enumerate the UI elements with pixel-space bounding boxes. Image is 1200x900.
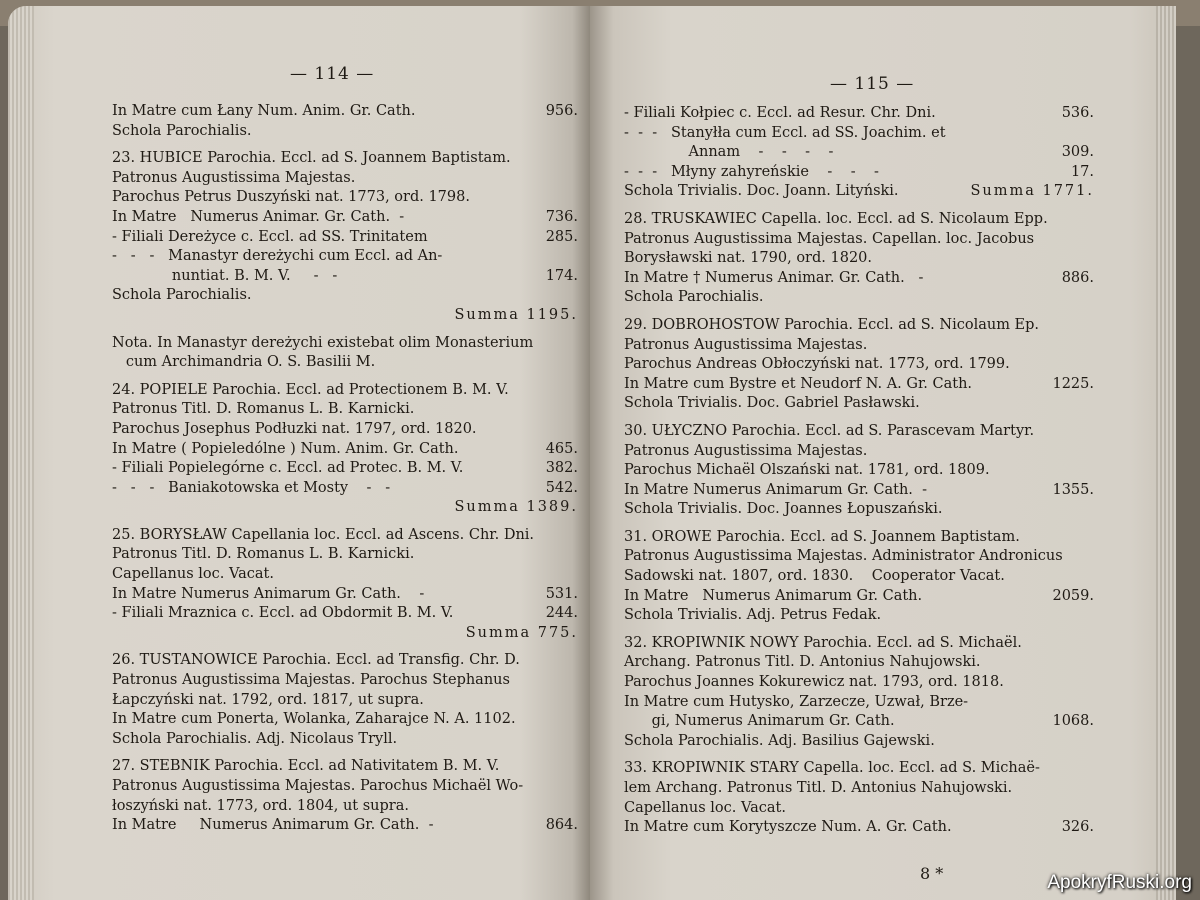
text-line [112, 498, 578, 518]
text-line [624, 104, 1094, 124]
line-text: In Matre Numerus Animarum Gr. Cath. - [112, 585, 425, 602]
line-text: In Matre Numerus Animarum Gr. Cath. - [624, 481, 928, 498]
text-line [624, 269, 1094, 289]
text-line [624, 124, 1094, 144]
text-line [624, 779, 1094, 799]
text-line [112, 691, 578, 711]
text-line [112, 169, 578, 189]
line-text: Nota. In Manastyr dereżychi existebat olim Monasterium [112, 334, 534, 351]
paragraph-gap [624, 414, 1094, 422]
line-number: 174. [545, 267, 578, 284]
text-line [112, 545, 578, 565]
text-line [112, 459, 578, 479]
text-line [624, 249, 1094, 269]
text-line [112, 671, 578, 691]
text-line [112, 306, 578, 326]
paragraph-gap [112, 373, 578, 381]
line-text: cum Archimandria O. S. Basilii M. [112, 354, 376, 371]
text-line [624, 732, 1094, 752]
text-line [112, 604, 578, 624]
paragraph-gap [112, 749, 578, 757]
line-text: Łapczyński nat. 1792, ord. 1817, ut supra. [112, 691, 424, 708]
line-number: 1355. [1052, 481, 1094, 498]
line-text: 24. POPIELE Parochia. Eccl. ad Protectionem B. M. V. [112, 381, 509, 398]
text-line [624, 394, 1094, 414]
paragraph-gap [624, 520, 1094, 528]
line-text: Patronus Augustissima Majestas. [624, 442, 868, 459]
line-text: Parochus Michaël Olszański nat. 1781, ord. 1809. [624, 462, 990, 479]
line-text: gi, Numerus Animarum Gr. Cath. [624, 713, 895, 730]
text-line [624, 230, 1094, 250]
line-number: 17. [1070, 163, 1094, 180]
line-text: - Filiali Popielegórne c. Eccl. ad Protec. B. M. V. [112, 460, 464, 477]
paragraph-gap [624, 308, 1094, 316]
text-line [112, 624, 578, 644]
text-line [112, 353, 578, 373]
left-page-stack [8, 6, 34, 900]
line-number: 244. [545, 605, 578, 622]
text-line [112, 651, 578, 671]
line-text: Schola Parochialis. [624, 289, 764, 306]
text-line [624, 712, 1094, 732]
text-line [112, 816, 578, 836]
watermark: ApokryfRuski.org [1047, 872, 1192, 893]
text-line [112, 267, 578, 287]
left-page-header: — 114 — [290, 64, 375, 84]
line-number: 736. [545, 208, 578, 225]
text-line [624, 288, 1094, 308]
text-line [112, 710, 578, 730]
line-text: Borysławski nat. 1790, ord. 1820. [624, 250, 873, 267]
line-text: Schola Trivialis. Adj. Petrus Fedak. [624, 607, 882, 624]
line-text: Parochus Josephus Podłuzki nat. 1797, ord. 1820. [112, 420, 477, 437]
line-text: - - - Baniakotowska et Mosty - - [112, 479, 391, 496]
line-text: Parochus Joannes Kokurewicz nat. 1793, ord. 1818. [624, 674, 1004, 691]
line-text: In Matre cum Hutysko, Zarzecze, Uzwał, Brze- [624, 693, 969, 710]
line-text: 28. TRUSKAWIEC Capella. loc. Eccl. ad S. Nicolaum Epp. [624, 210, 1048, 227]
text-line [112, 420, 578, 440]
text-line [624, 818, 1094, 838]
open-book [8, 6, 1192, 900]
line-text: Patronus Augustissima Majestas. [112, 169, 356, 186]
text-line [624, 316, 1094, 336]
text-line [624, 799, 1094, 819]
line-text: Sadowski nat. 1807, ord. 1830. Cooperator Vacat. [624, 568, 1005, 585]
text-line [624, 587, 1094, 607]
line-text: In Matre Numerus Animar. Gr. Cath. - [112, 208, 405, 225]
text-line [624, 355, 1094, 375]
text-line [624, 461, 1094, 481]
line-text: In Matre Numerus Animarum Gr. Cath. [624, 587, 923, 604]
text-line [624, 442, 1094, 462]
text-line [624, 182, 1094, 202]
line-text: Archang. Patronus Titl. D. Antonius Nahujowski. [624, 654, 981, 671]
right-page-stack [1156, 6, 1176, 900]
line-text: - - - Młyny zahyreńskie - - - [624, 163, 879, 180]
line-text: 23. HUBICE Parochia. Eccl. ad S. Joannem Baptistam. [112, 150, 511, 167]
line-text: Capellanus loc. Vacat. [112, 566, 274, 583]
line-text: Schola Parochialis. Adj. Nicolaus Tryll. [112, 730, 398, 747]
text-line [112, 585, 578, 605]
line-number: 1225. [1052, 375, 1094, 392]
text-line [112, 208, 578, 228]
line-text: Parochus Andreas Obłoczyński nat. 1773, ord. 1799. [624, 356, 1010, 373]
line-number: 309. [1061, 144, 1094, 161]
text-line [112, 797, 578, 817]
line-text: In Matre cum Korytyszcze Num. A. Gr. Cath. [624, 819, 952, 836]
line-number: Summa 1771. [970, 183, 1094, 200]
paragraph-gap [112, 141, 578, 149]
signature-mark: 8 * [920, 864, 944, 883]
text-line [112, 247, 578, 267]
line-text: Schola Trivialis. Doc. Gabriel Pasławski. [624, 395, 920, 412]
line-number: 2059. [1052, 587, 1094, 604]
line-text: 29. DOBROHOSTOW Parochia. Eccl. ad S. Nicolaum Ep. [624, 316, 1040, 333]
text-line [112, 381, 578, 401]
line-text: - Filiali Mraznica c. Eccl. ad Obdormit B. M. V. [112, 605, 454, 622]
line-text: In Matre cum Ponerta, Wolanka, Zaharajce N. A. 1102. [112, 711, 516, 728]
line-text: In Matre cum Łany Num. Anim. Gr. Cath. [112, 103, 416, 119]
line-text: Patronus Augustissima Majestas. [624, 336, 868, 353]
line-text: Patronus Augustissima Majestas. Administrator Andronicus [624, 548, 1063, 565]
text-line [624, 759, 1094, 779]
line-text: 25. BORYSŁAW Capellania loc. Eccl. ad Ascens. Chr. Dni. [112, 526, 535, 543]
text-line [624, 653, 1094, 673]
line-text: Schola Parochialis. [112, 122, 252, 139]
line-text: Patronus Titl. D. Romanus L. B. Karnicki. [112, 401, 415, 418]
line-number: 531. [545, 585, 578, 602]
paragraph-gap [112, 326, 578, 334]
text-line [112, 777, 578, 797]
text-line [624, 375, 1094, 395]
text-line [624, 500, 1094, 520]
line-number: 465. [545, 440, 578, 457]
text-line [624, 210, 1094, 230]
right-page-header: — 115 — [830, 74, 915, 94]
text-line [112, 188, 578, 208]
paragraph-gap [624, 202, 1094, 210]
line-text: - Filiali Kołpiec c. Eccl. ad Resur. Chr. Dni. [624, 105, 936, 121]
text-line [624, 673, 1094, 693]
text-line [624, 547, 1094, 567]
text-line [112, 479, 578, 499]
line-number: 536. [1061, 105, 1094, 121]
line-text: Schola Parochialis. [112, 287, 252, 304]
line-text: 30. UŁYCZNO Parochia. Eccl. ad S. Parascevam Martyr. [624, 422, 1035, 439]
line-number: Summa 1389. [454, 499, 578, 516]
line-number: 382. [545, 460, 578, 477]
line-text: In Matre ( Popieledólne ) Num. Anim. Gr. Cath. [112, 440, 459, 457]
line-text: Schola Parochialis. Adj. Basilius Gajewski. [624, 732, 935, 749]
text-line [624, 606, 1094, 626]
line-text: Parochus Petrus Duszyński nat. 1773, ord. 1798. [112, 189, 470, 206]
text-line [112, 757, 578, 777]
line-number: Summa 1195. [454, 306, 578, 323]
text-line [624, 163, 1094, 183]
line-number: 956. [545, 103, 578, 119]
left-page-text [112, 102, 578, 836]
text-line [624, 422, 1094, 442]
line-text: Capellanus loc. Vacat. [624, 799, 786, 816]
line-text: Annam - - - - [624, 144, 834, 161]
line-text: In Matre Numerus Animarum Gr. Cath. - [112, 817, 434, 834]
text-line [112, 149, 578, 169]
line-text: In Matre † Numerus Animar. Gr. Cath. - [624, 269, 924, 286]
line-text: Schola Trivialis. Doc. Joann. Lityński. [624, 183, 899, 200]
text-line [112, 730, 578, 750]
line-text: - Filiali Dereżyce c. Eccl. ad SS. Trinitatem [112, 228, 428, 245]
left-page [8, 6, 590, 900]
line-text: Schola Trivialis. Doc. Joannes Łopuszański. [624, 501, 943, 518]
line-number: 326. [1061, 819, 1094, 836]
text-line [112, 228, 578, 248]
paragraph-gap [112, 518, 578, 526]
text-line [112, 286, 578, 306]
line-number: Summa 775. [465, 624, 578, 641]
line-text: lem Archang. Patronus Titl. D. Antonius Nahujowski. [624, 780, 1013, 796]
text-line [112, 102, 578, 122]
line-text: Patronus Titl. D. Romanus L. B. Karnicki. [112, 546, 415, 563]
text-line [624, 336, 1094, 356]
line-text: 32. KROPIWNIK NOWY Parochia. Eccl. ad S. Michaël. [624, 634, 1022, 651]
paragraph-gap [624, 626, 1094, 634]
text-line [112, 440, 578, 460]
line-text: - - - Manastyr dereżychi cum Eccl. ad An- [112, 248, 443, 265]
line-number: 864. [545, 817, 578, 834]
text-line [112, 122, 578, 142]
text-line [624, 528, 1094, 548]
line-text: 31. OROWE Parochia. Eccl. ad S. Joannem Baptistam. [624, 528, 1020, 545]
line-text: Patronus Augustissima Majestas. Parochus Michaël Wo- [112, 778, 524, 794]
text-line [112, 334, 578, 354]
line-text: 27. STEBNIK Parochia. Eccl. ad Nativitatem B. M. V. [112, 758, 500, 775]
line-number: 285. [545, 228, 578, 245]
text-line [624, 567, 1094, 587]
line-text: 33. KROPIWNIK STARY Capella. loc. Eccl. ad S. Michaë- [624, 760, 1040, 777]
text-line [624, 481, 1094, 501]
line-text: Patronus Augustissima Majestas. Parochus Stephanus [112, 672, 510, 689]
line-number: 1068. [1052, 713, 1094, 730]
line-text: nuntiat. B. M. V. - - [112, 267, 338, 284]
text-line [624, 693, 1094, 713]
right-page [590, 6, 1176, 900]
text-line [112, 565, 578, 585]
text-line [112, 400, 578, 420]
paragraph-gap [112, 643, 578, 651]
line-number: 542. [545, 479, 578, 496]
right-page-text [624, 104, 1094, 838]
line-text: łoszyński nat. 1773, ord. 1804, ut supra. [112, 797, 409, 814]
line-text: In Matre cum Bystre et Neudorf N. A. Gr. Cath. [624, 375, 973, 392]
text-line [624, 143, 1094, 163]
paragraph-gap [624, 751, 1094, 759]
line-text: - - - Stanyłła cum Eccl. ad SS. Joachim. et [624, 124, 946, 141]
line-text: 26. TUSTANOWICE Parochia. Eccl. ad Transfig. Chr. D. [112, 652, 520, 669]
text-line [112, 526, 578, 546]
line-text: Patronus Augustissima Majestas. Capellan. loc. Jacobus [624, 230, 1035, 247]
line-number: 886. [1061, 269, 1094, 286]
text-line [624, 634, 1094, 654]
